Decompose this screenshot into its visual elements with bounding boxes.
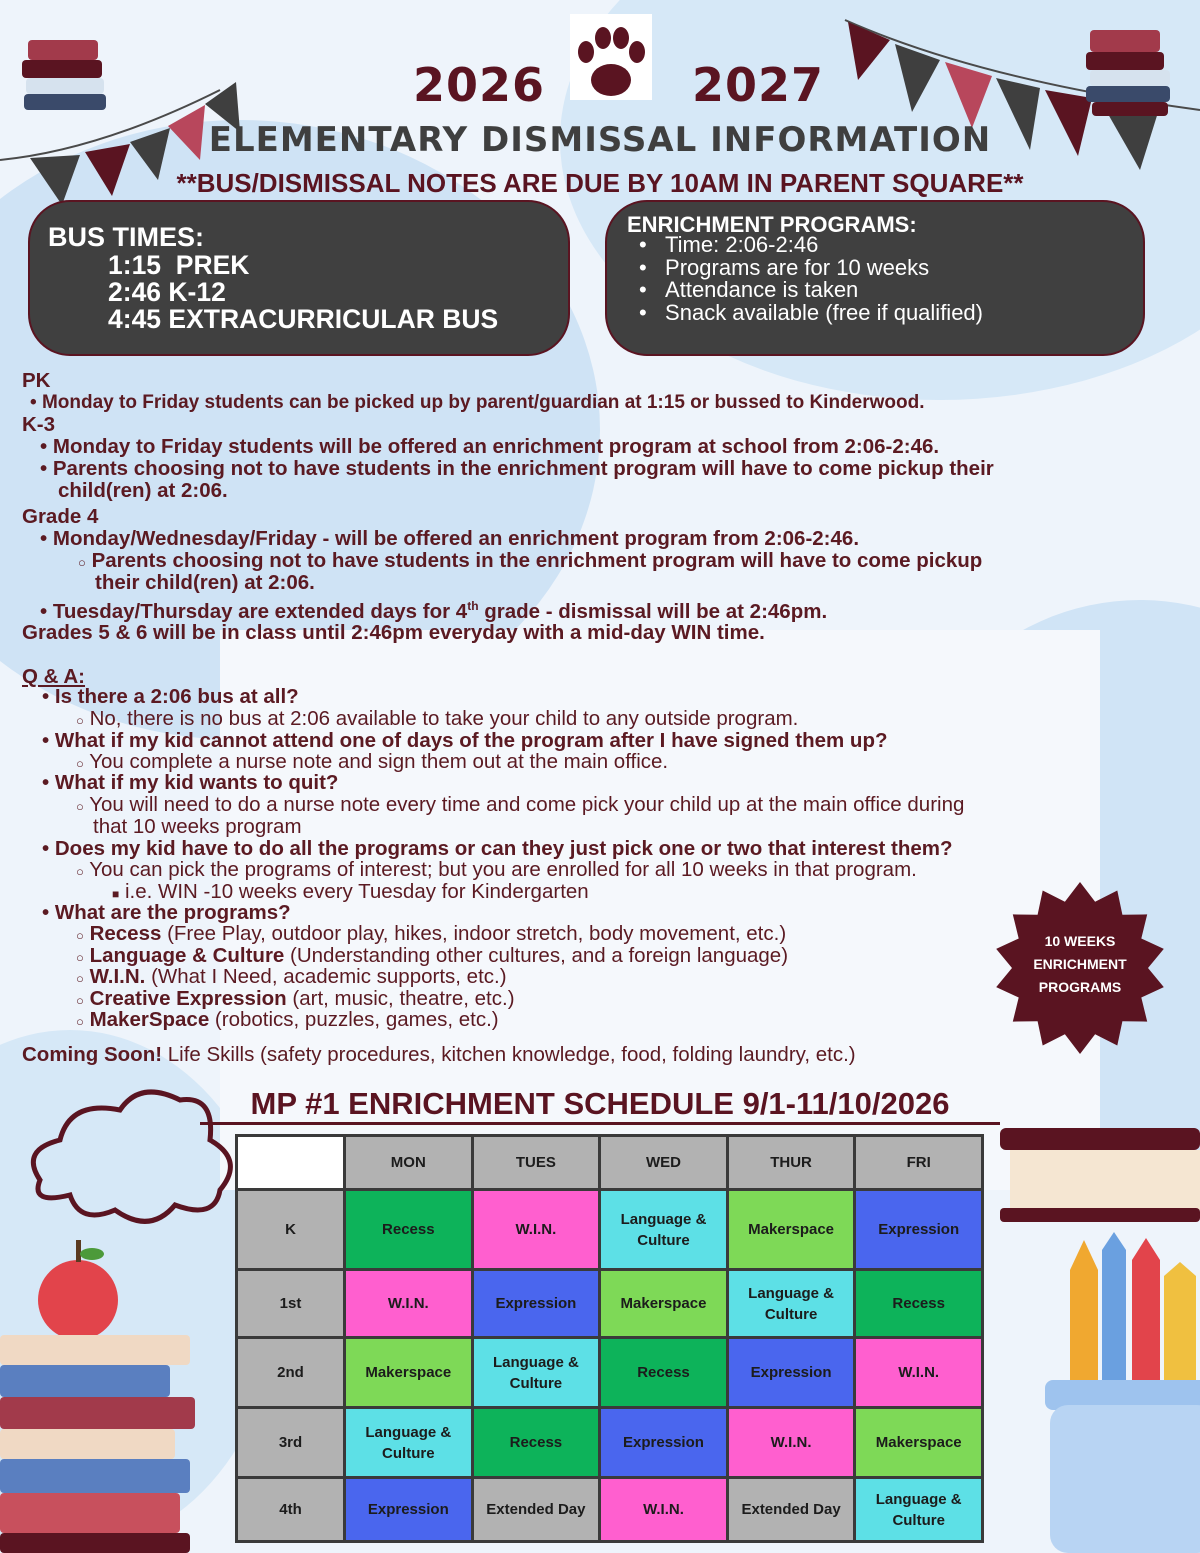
g4-sub-bullet: ○ Parents choosing not to have students in the enrichment program will have to come pickup xyxy=(78,549,983,572)
k3-bullet: • Monday to Friday students will be offered an enrichment program at school from 2:06-2:46. xyxy=(40,435,940,458)
schedule-row xyxy=(237,1478,983,1542)
g4-label: Grade 4 xyxy=(22,505,99,528)
program-item: ○ Recess (Free Play, outdoor play, hikes, indoor stretch, body movement, etc.) xyxy=(76,922,787,945)
g4-bullet: • Monday/Wednesday/Friday - will be offered an enrichment program from 2:06-2:46. xyxy=(40,527,860,550)
schedule-row xyxy=(237,1190,983,1270)
schedule-cell: Expression xyxy=(855,1190,983,1270)
schedule-cell: Extended Day xyxy=(727,1478,855,1542)
qa-question: • What if my kid cannot attend one of days of the program after I have signed them up? xyxy=(42,729,888,752)
schedule-cell: Extended Day xyxy=(472,1478,600,1542)
corner-cell xyxy=(237,1136,345,1190)
g4-bullet: • Tuesday/Thursday are extended days for 4th grade - dismissal will be at 2:46pm. xyxy=(40,599,828,623)
qa-answer: ○ You can pick the programs of interest; but you are enrolled for all 10 weeks in that program. xyxy=(76,858,917,881)
g4-sub-bullet-cont: their child(ren) at 2:06. xyxy=(95,571,315,594)
k3-bullet: • Parents choosing not to have students in the enrichment program will have to come pickup their xyxy=(40,457,994,480)
program-item: ○ W.I.N. (What I Need, academic supports, etc.) xyxy=(76,965,507,988)
pk-label: PK xyxy=(22,369,51,392)
grade-cell: 3rd xyxy=(237,1408,345,1478)
day-header: THUR xyxy=(727,1136,855,1190)
schedule-cell: Makerspace xyxy=(600,1270,728,1338)
schedule-cell: Language & Culture xyxy=(855,1478,983,1542)
day-header: WED xyxy=(600,1136,728,1190)
schedule-cell: Expression xyxy=(345,1478,473,1542)
grade-cell: K xyxy=(237,1190,345,1270)
schedule-cell: Language & Culture xyxy=(727,1270,855,1338)
schedule-row xyxy=(237,1270,983,1338)
bus-times-title: BUS TIMES: xyxy=(48,222,205,252)
grade-cell: 1st xyxy=(237,1270,345,1338)
notice-banner: **BUS/DISMISSAL NOTES ARE DUE BY 10AM IN PARENT SQUARE** xyxy=(176,168,1024,198)
year-right: 2027 xyxy=(692,58,825,112)
book-stack-icon xyxy=(0,1335,195,1553)
g56-note: Grades 5 & 6 will be in class until 2:46pm everyday with a mid-day WIN time. xyxy=(22,621,765,644)
qa-answer: ○ You will need to do a nurse note every time and come pick your child up at the main office during xyxy=(76,793,965,816)
bus-time-item: 1:15 PREK xyxy=(108,250,250,280)
schedule-title: MP #1 ENRICHMENT SCHEDULE 9/1-11/10/2026 xyxy=(250,1086,950,1121)
program-item: ○ MakerSpace (robotics, puzzles, games, etc.) xyxy=(76,1008,499,1031)
pk-bullet: • Monday to Friday students can be picked up by parent/guardian at 1:15 or bussed to Kinderwood. xyxy=(30,392,925,413)
schedule-row xyxy=(237,1408,983,1478)
badge-text: 10 WEEKS ENRICHMENT PROGRAMS xyxy=(1033,933,1127,995)
coming-soon: Coming Soon! Life Skills (safety procedures, kitchen knowledge, food, folding laundry, etc.) xyxy=(22,1043,856,1066)
schedule-cell: Expression xyxy=(727,1338,855,1408)
enrichment-item: • Attendance is taken xyxy=(639,277,859,302)
schedule-header-row xyxy=(237,1136,983,1190)
day-header: TUES xyxy=(472,1136,600,1190)
qa-answer-sub: ■ i.e. WIN -10 weeks every Tuesday for Kindergarten xyxy=(112,880,589,903)
schedule-table xyxy=(235,1134,984,1543)
day-header: FRI xyxy=(855,1136,983,1190)
schedule-cell: W.I.N. xyxy=(727,1408,855,1478)
qa-question: • Does my kid have to do all the programs or can they just pick one or two that interest them? xyxy=(42,837,953,860)
schedule-cell: Language & Culture xyxy=(345,1408,473,1478)
program-item: ○ Language & Culture (Understanding other cultures, and a foreign language) xyxy=(76,944,789,967)
left-books-icon xyxy=(22,40,106,110)
qa-answer: ○ No, there is no bus at 2:06 available to take your child to any outside program. xyxy=(76,707,799,730)
schedule-cell: Language & Culture xyxy=(600,1190,728,1270)
year-left: 2026 xyxy=(413,58,546,112)
schedule-cell: Recess xyxy=(345,1190,473,1270)
schedule-cell: W.I.N. xyxy=(600,1478,728,1542)
enrichment-item: • Time: 2:06-2:46 xyxy=(639,232,819,257)
schedule-cell: W.I.N. xyxy=(472,1190,600,1270)
schedule-cell: Expression xyxy=(600,1408,728,1478)
qa-question: • What if my kid wants to quit? xyxy=(42,771,339,794)
enrichment-item: • Programs are for 10 weeks xyxy=(639,254,930,280)
qa-answer-cont: that 10 weeks program xyxy=(93,815,302,838)
schedule-cell: Recess xyxy=(472,1408,600,1478)
schedule-cell: Recess xyxy=(600,1338,728,1408)
day-header: MON xyxy=(345,1136,473,1190)
right-books-icon xyxy=(1086,30,1170,116)
enrichment-panel xyxy=(605,200,1145,356)
k3-label: K-3 xyxy=(22,413,56,436)
grade-cell: 4th xyxy=(237,1478,345,1542)
k3-bullet-cont: child(ren) at 2:06. xyxy=(58,479,228,502)
bus-times-list xyxy=(108,252,498,333)
bus-times-panel xyxy=(28,200,570,356)
grade-cell: 2nd xyxy=(237,1338,345,1408)
qa-answer: ○ You complete a nurse note and sign them out at the main office. xyxy=(76,750,669,773)
schedule-cell: Recess xyxy=(855,1270,983,1338)
qa-heading: Q & A: xyxy=(22,665,86,688)
bus-time-item: 2:46 K-12 xyxy=(108,277,226,307)
enrichment-list xyxy=(639,234,983,324)
pencil-jar-icon xyxy=(1045,1232,1200,1553)
bus-time-item: 4:45 EXTRACURRICULAR BUS xyxy=(108,304,499,334)
schedule-title-underline xyxy=(200,1122,1000,1125)
schedule-cell: Makerspace xyxy=(345,1338,473,1408)
schedule-cell: W.I.N. xyxy=(855,1338,983,1408)
book-icon xyxy=(1000,1128,1200,1222)
enrichment-item: • Snack available (free if qualified) xyxy=(639,299,983,325)
enrichment-title: ENRICHMENT PROGRAMS: xyxy=(627,212,917,237)
program-item: ○ Creative Expression (art, music, theatre, etc.) xyxy=(76,987,515,1010)
schedule-cell: W.I.N. xyxy=(345,1270,473,1338)
apple-icon xyxy=(38,1240,118,1340)
schedule-cell: Makerspace xyxy=(727,1190,855,1270)
paw-print-icon xyxy=(570,14,652,100)
qa-question: • Is there a 2:06 bus at all? xyxy=(42,685,299,708)
schedule-cell: Makerspace xyxy=(855,1408,983,1478)
schedule-cell: Language & Culture xyxy=(472,1338,600,1408)
page-title: ELEMENTARY DISMISSAL INFORMATION xyxy=(208,120,992,160)
schedule-row xyxy=(237,1338,983,1408)
qa-question: • What are the programs? xyxy=(42,901,291,924)
schedule-cell: Expression xyxy=(472,1270,600,1338)
